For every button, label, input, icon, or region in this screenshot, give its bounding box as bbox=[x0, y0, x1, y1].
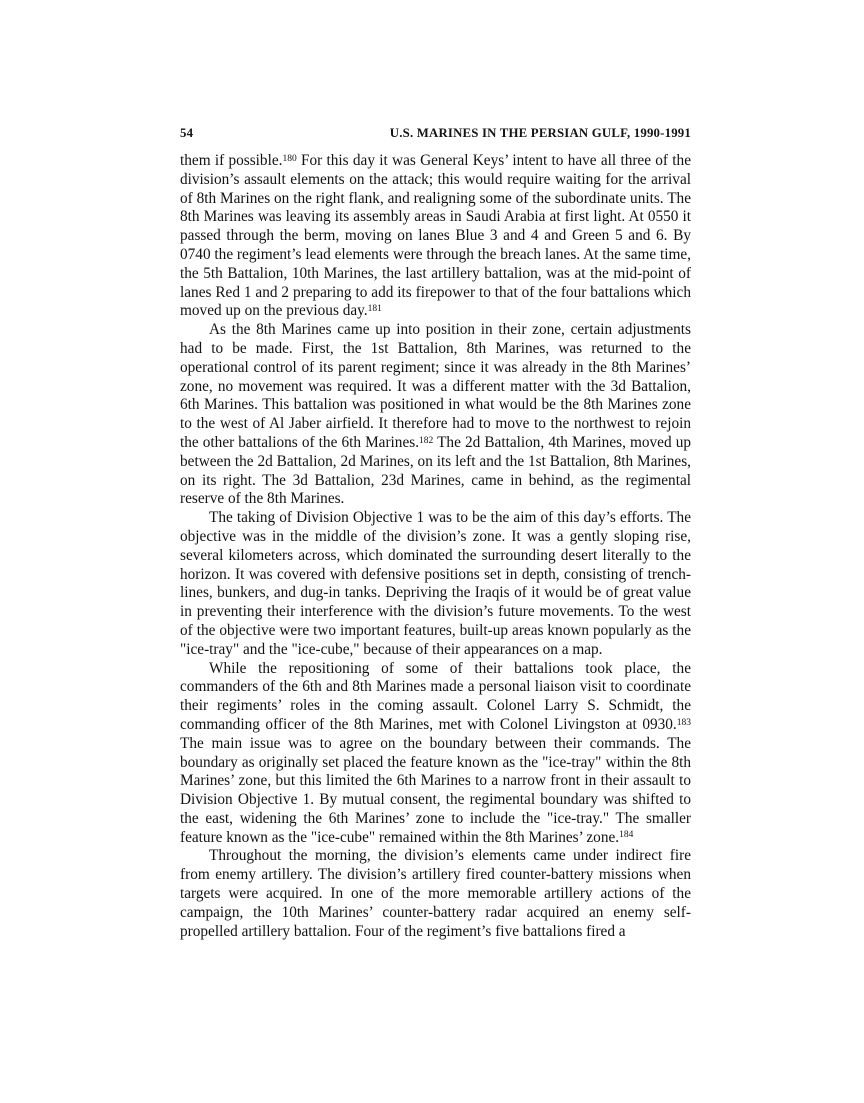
footnote-reference: 182 bbox=[419, 435, 434, 446]
page-header bbox=[180, 126, 691, 141]
paragraph: As the 8th Marines came up into position in their zone, certain adjustments had to be made. First, the 1st Battalion, 8th Marines, was returned to the operational control of its parent regiment; since it was already in the 8th Marines’ zone, no movement was required. It was a different matter with the 3d Battalion, 6th Marines. This battalion was positioned in what would be the 8th Marines zone to the west of Al Jaber airfield. It therefore had to move to the northwest to rejoin the other battalions of the 6th Marines.$^{182}$ The 2d Battalion, 4th Marines, moved up between the 2d Battalion, 2d Marines, on its left and the 1st Battalion, 8th Marines, on its right. The 3d Battalion, 23d Marines, came in behind, as the regimental reserve of the 8th Marines. bbox=[180, 321, 692, 508]
paragraph: While the repositioning of some of their battalions took place, the commanders of the 6th and 8th Marines made a personal liaison visit to coordinate their regiments’ roles in the coming assault. Colonel Larry S. Schmidt, the commanding officer of the 8th Marines, met with Colonel Livingston at 0930.$^{183}$ The main issue was to agree on the boundary between their commands. The boundary as originally set placed the feature known as the "ice-tray" within the 8th Marines’ zone, but this limited the 6th Marines to a narrow front in their assault to Division Objective 1. By mutual consent, the regimental boundary was shifted to the east, widening the 6th Marines’ zone to include the "ice-tray." The smaller feature known as the "ice-cube" remained within the 8th Marines’ zone.$^{184}$ bbox=[180, 659, 691, 846]
paragraph: Throughout the morning, the division’s elements came under indirect fire from enemy artillery. The division’s artillery fired counter-battery missions when targets were acquired. In one of the more memorable artillery actions of the campaign, the 10th Marines’ counter-battery radar acquired an enemy self-propelled artillery battalion. Four of the regiment’s five battalions fired a bbox=[180, 847, 691, 940]
footnote-reference: 183 bbox=[676, 717, 691, 728]
paragraph: The taking of Division Objective 1 was to be the aim of this day’s efforts. The objective was in the middle of the division’s zone. It was a gently sloping rise, several kilometers across, which dominated the surrounding desert literally to the horizon. It was covered with defensive positions set in depth, consisting of trench-lines, bunkers, and dug-in tanks. Depriving the Iraqis of it would be of great value in preventing their interference with the division’s future movements. To the west of the objective were two important features, built-up areas known popularly as the "ice-tray" and the "ice-cube," because of their appearances on a map. bbox=[180, 509, 691, 658]
running-title: U.S. MARINES IN THE PERSIAN GULF, 1990-1991 bbox=[389, 126, 691, 140]
page-number: 54 bbox=[180, 126, 194, 140]
body-text bbox=[180, 152, 691, 941]
footnote-reference: 180 bbox=[282, 153, 297, 164]
paragraph: them if possible.$^{180}$ For this day it was General Keys’ intent to have all three of the division’s assault elements on the attack; this would require waiting for the arrival of 8th Marines on the right flank, and realigning some of the subordinate units. The 8th Marines was leaving its assembly areas in Saudi Arabia at first light. At 0550 it passed through the berm, moving on lanes Blue 3 and 4 and Green 5 and 6. By 0740 the regiment’s lead elements were through the breach lanes. At the same time, the 5th Battalion, 10th Marines, the last artillery battalion, was at the mid-point of lanes Red 1 and 2 preparing to add its firepower to that of the four battalions which moved up on the previous day.$^{181}$ bbox=[180, 152, 692, 320]
footnote-reference: 181 bbox=[367, 304, 382, 315]
footnote-reference: 184 bbox=[619, 830, 634, 841]
